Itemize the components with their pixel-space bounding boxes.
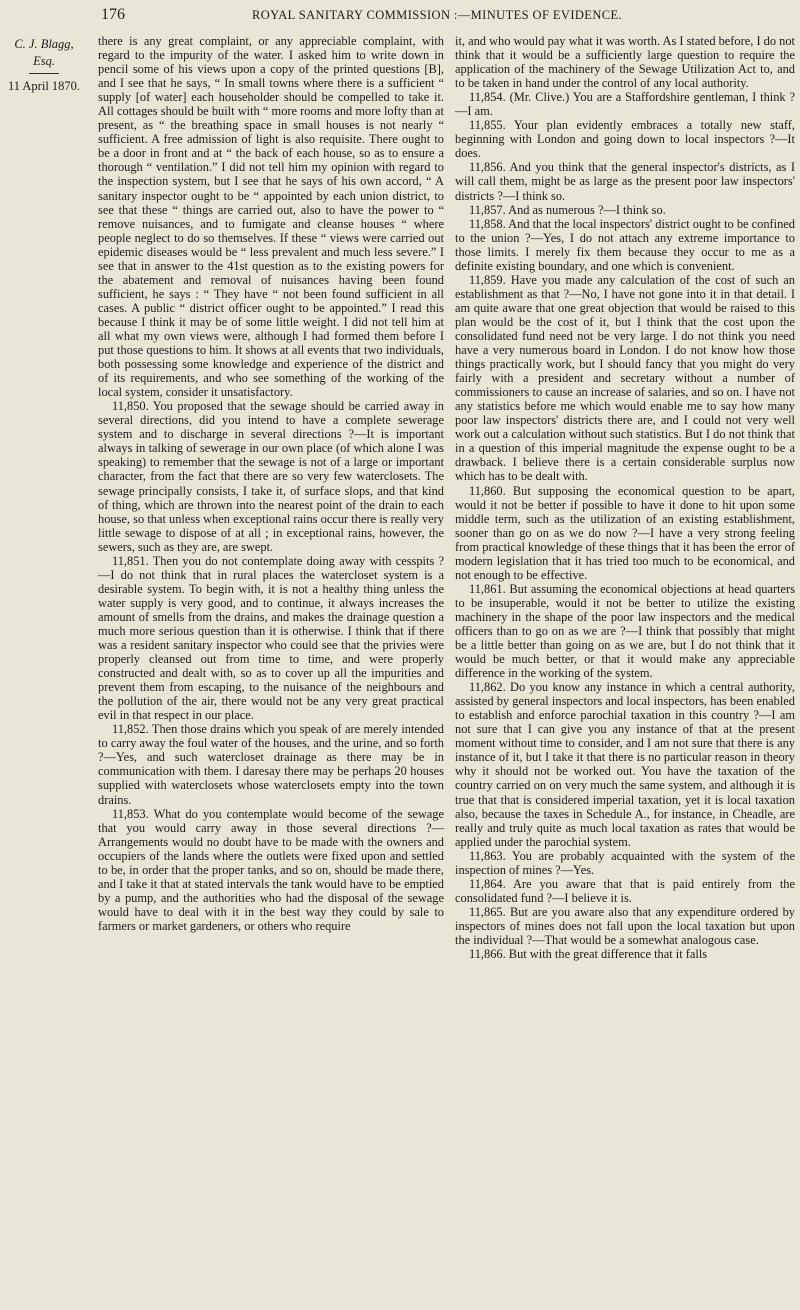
page-number: 176 xyxy=(101,6,125,23)
paragraph: 11,860. But supposing the economical question to be apart, would it not be better if possible to have it done to hit upon some middle term, such as the utilization of an existing establishment, sooner than go on as we do now ?—I have a very strong feeling from practical knowledge of these things that it has been the error of modern legislation that it has tried too much to be economical, and not enough to be effective. xyxy=(455,483,795,582)
paragraph: 11,853. What do you contemplate would become of the sewage that you would carry away in those several directions ?—Arrangements would no doubt have to be made with the owners and occupiers of the lands where the outlets were fixed upon and settled to be, in order that the proper tanks, and so on, should be made there, and I take it that at stated intervals the tank would have to be emptied by a pump, and the authorities who had the disposal of the sewage would have to deal with it in the best way they could by sale to farmers or market gardeners, or others who require xyxy=(98,806,444,933)
paragraph: 11,864. Are you aware that that is paid entirely from the consolidated fund ?—I believe it is. xyxy=(455,876,795,905)
paragraph: 11,857. And as numerous ?—I think so. xyxy=(469,202,666,217)
paragraph: 11,850. You proposed that the sewage should be carried away in several directions, did you intend to have a complete sewerage system and to discharge in several directions ?—It is important always in talking of sewerage in our own place (of which alone I was speaking) to remember that the sewage is not of a large or important character, from the fact that there are so very few waterclosets. The sewage principally consists, I take it, of surface slops, and that kind of thing, which are thrown into the nearest point of the drain to each house, so that unless when exceptional rains occur there is really very little sewage to dispose of at all ; in exceptional rains, however, the sewers, such as they are, are swept. xyxy=(98,399,444,554)
margin-rule xyxy=(29,73,59,74)
evidence-date: 11 April 1870. xyxy=(7,78,81,93)
witness-name: C. J. Blagg, Esq. xyxy=(14,37,74,68)
paragraph: it, and who would pay what it was worth. As I stated before, I do not think that it would be a sufficiently large question to require the application of the machinery of the Sewage Utilization Act to, and to be taken in hand under the control of any local authority. xyxy=(455,34,795,91)
paragraph: 11,851. Then you do not contemplate doing away with cesspits ?—I do not think that in rural places the watercloset system is a desirable system. To begin with, it is not a healthy thing unless the water supply is very good, and to continue, it always increases the amount of smells from the drains, and makes the drainage question a much more serious question than it is otherwise. I think that if there was a resident sanitary inspector who could see that the privies were properly cleansed out from time to time, and were properly constructed and dealt with, so as to cover up all the impurities and prevent them from escaping, to the nuisance of the neighbours and the pollution of the air, there would not be any very great practical evil in that respect in our place. xyxy=(98,553,444,723)
paragraph: 11,862. Do you know any instance in which a central authority, assisted by general inspectors and local inspectors, has been enabled to establish and enforce parochial taxation in this country ?—I am not sure that I can give you any instance of that at the present moment without time to consider, and I am not sure that there is any instance of it, but I take it that there is no particular reason in theory why it should not be worked out. You have the taxation of the country carried on on very much the same system, and although it is true that that is considered imperial taxation, yet it is local taxation also, because the taxes in Schedule A., for instance, in Cheadle, are really and truly quite as much local taxation as rates that would be applied under the parochial system. xyxy=(455,680,795,849)
paragraph: there is any great complaint, or any appreciable complaint, with regard to the impurity of the water. I asked him to write down in pencil some of his views upon a copy of the printed questions [B], and I see that he says, “ In small towns where there is a sufficient “ supply [of water] each householder should be compelled to take it. All cottages should be built with “ more rooms and more lofty than at present, as “ the breathing space in small houses is not nearly “ sufficient. A free admission of light is also requisite. There ought to be a door in front and at “ the back of each house, so as to ensure a thorough “ ventilation.” I did not tell him my opinion with regard to the inspection system, but I see that he says of his own accord, “ A sanitary inspector ought to be “ appointed by each union district, to see that these “ things are carried out, also to have the power to “ remove nuisances, and to fumigate and cleanse houses “ where people neglect to do so themselves. If these “ views were carried out epidemic diseases would be “ less prevalent and much less severe.” I see that in answer to the 41st question as to the existing powers for the abatement and removal of nuisances having been found sufficient, he says : “ They have “ not been found sufficient in all cases. A public “ district officer ought to be appointed.” I read this because I think it may be of some little weight. I did not tell him at all what my own views were, although I had formed them before I put those questions to him. It shows at all events that two individuals, both possessing some knowledge and experience of the district and of its requirements, and who see something of the working of the local system, consider it unsatisfactory. xyxy=(98,34,444,400)
paragraph: 11,858. And that the local inspectors' district ought to be confined to the union ?—Yes, I do not attach any extreme importance to those limits. I merely fix them because they occur to me as a definite existing boundary, and one which is convenient. xyxy=(455,216,795,273)
paragraph: 11,861. But assuming the economical objections at head quarters to be insuperable, would it not be better to utilize the existing machinery in the shape of the poor law inspectors and the medical officers than to go on as we are ?—I think that possibly that might be a little better than going on as we are, but I do not think that it would be much better, or that it would make any appreciable difference in the working of the system. xyxy=(455,581,795,681)
paragraph: 11,852. Then those drains which you speak of are merely intended to carry away the foul water of the houses, and the urine, and so forth ?—Yes, and such watercloset drainage as there may be in communication with them. I daresay there may be perhaps 20 houses supplied with waterclosets whose waterclosets empty into the town drains. xyxy=(98,722,444,807)
paragraph: 11,865. But are you aware also that any expenditure ordered by inspectors of mines does not fall upon the local taxation but upon the individual ?—That would be a somewhat analogous case. xyxy=(455,904,795,947)
paragraph: 11,856. And you think that the general inspector's districts, as I will call them, might be as large as the present poor law inspectors' districts ?—I think so. xyxy=(455,160,795,203)
paragraph: 11,863. You are probably acquainted with the system of the inspection of mines ?—Yes. xyxy=(455,848,795,877)
paragraph: 11,855. Your plan evidently embraces a totally new staff, beginning with London and going down to local inspectors ?—It does. xyxy=(455,118,795,161)
paragraph: 11,854. (Mr. Clive.) You are a Staffordshire gentleman, I think ?—I am. xyxy=(455,90,795,119)
left-column xyxy=(98,34,444,933)
right-column xyxy=(455,34,795,961)
paragraph: 11,859. Have you made any calculation of the cost of such an establishment as that ?—No, I have not gone into it in that detail. I am quite aware that one great objection that would be raised to this plan would be the cost of it, but I think that the cost upon the consolidated fund need not be very large. I do not think you need have a very numerous board in London. I do not know how those things practically work, but I should fancy that you might do very fairly with a president and secretary without a number of commissioners to cause an increase of salaries, and so on. I have not any statistics before me which would enable me to say how many poor law inspectors' districts there are, and I could not very well work out a calculation without such statistics. But I do not think that in a question of this imperial magnitude the expense ought to be a drawback. I believe there is a certain considerable surplus now which has to be dealt with. xyxy=(455,272,795,484)
paragraph: 11,866. But with the great difference that it falls xyxy=(469,947,708,962)
margin-note xyxy=(4,36,84,95)
running-head: ROYAL SANITARY COMMISSION :—MINUTES OF EVIDENCE. xyxy=(252,8,623,22)
